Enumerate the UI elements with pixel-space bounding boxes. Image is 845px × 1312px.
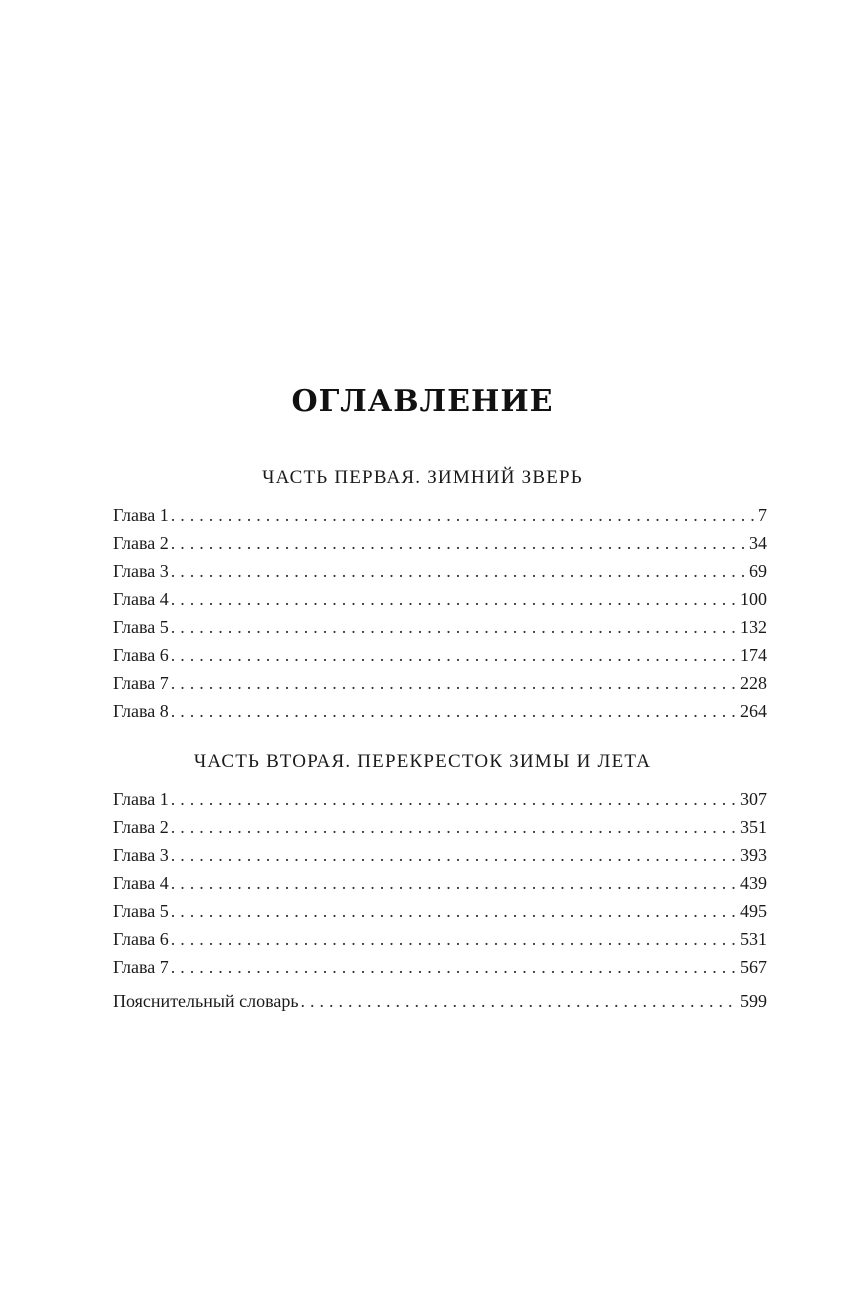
- toc-entry[interactable]: [113, 925, 767, 953]
- toc-entry[interactable]: [113, 557, 767, 585]
- dot-leader: [171, 925, 738, 953]
- toc-entry[interactable]: [113, 785, 767, 813]
- dot-leader: [171, 669, 738, 697]
- page-title: ОГЛАВЛЕНИЕ: [291, 384, 554, 419]
- toc-entry[interactable]: [113, 869, 767, 897]
- chapter-label: Глава 2: [113, 533, 169, 553]
- toc-entry[interactable]: [113, 529, 767, 557]
- chapter-label: Глава 6: [113, 645, 169, 665]
- dot-leader: [171, 557, 747, 585]
- page-number: 307: [740, 789, 767, 809]
- dot-leader: [171, 641, 738, 669]
- page-number: 7: [758, 505, 767, 525]
- dot-leader: [171, 529, 747, 557]
- page-number: 100: [740, 589, 767, 609]
- toc-entry[interactable]: [113, 841, 767, 869]
- chapter-label: Глава 7: [113, 957, 169, 977]
- dot-leader: [171, 897, 738, 925]
- chapter-label: Глава 8: [113, 701, 169, 721]
- page-number: 34: [749, 533, 767, 553]
- appendix-list: [113, 987, 767, 1015]
- chapter-label: Глава 5: [113, 901, 169, 921]
- dot-leader: [171, 785, 738, 813]
- page-number: 439: [740, 873, 767, 893]
- chapter-label: Глава 7: [113, 673, 169, 693]
- page-number: 567: [740, 957, 767, 977]
- part-two-heading: ЧАСТЬ ВТОРАЯ. ПЕРЕКРЕСТОК ЗИМЫ И ЛЕТА: [193, 751, 652, 772]
- page-number: 351: [740, 817, 767, 837]
- page-number: 264: [740, 701, 767, 721]
- chapter-label: Глава 3: [113, 561, 169, 581]
- chapter-label: Глава 5: [113, 617, 169, 637]
- toc-entry[interactable]: [113, 697, 767, 725]
- page-number: 132: [740, 617, 767, 637]
- dot-leader: [171, 697, 738, 725]
- dot-leader: [171, 813, 738, 841]
- toc-entry-glossary[interactable]: [113, 987, 767, 1015]
- toc-entry[interactable]: [113, 585, 767, 613]
- toc-entry[interactable]: [113, 669, 767, 697]
- chapter-label: Глава 4: [113, 589, 169, 609]
- toc-entry[interactable]: [113, 641, 767, 669]
- part-one-heading: ЧАСТЬ ПЕРВАЯ. ЗИМНИЙ ЗВЕРЬ: [262, 467, 583, 488]
- toc-entry[interactable]: [113, 813, 767, 841]
- chapter-label: Глава 3: [113, 845, 169, 865]
- dot-leader: [171, 613, 738, 641]
- part-one-chapter-list: [113, 501, 767, 725]
- dot-leader: [171, 869, 738, 897]
- page-number: 69: [749, 561, 767, 581]
- page-number: 174: [740, 645, 767, 665]
- glossary-label: Пояснительный словарь: [113, 991, 299, 1011]
- dot-leader: [171, 953, 738, 981]
- dot-leader: [171, 585, 738, 613]
- toc-entry[interactable]: [113, 613, 767, 641]
- part-two-chapter-list: [113, 785, 767, 981]
- toc-entry[interactable]: [113, 501, 767, 529]
- page-number: 531: [740, 929, 767, 949]
- page-number: 599: [740, 991, 767, 1011]
- dot-leader: [171, 841, 738, 869]
- chapter-label: Глава 2: [113, 817, 169, 837]
- dot-leader: [171, 501, 756, 529]
- dot-leader: [301, 987, 738, 1015]
- page-number: 228: [740, 673, 767, 693]
- chapter-label: Глава 4: [113, 873, 169, 893]
- toc-entry[interactable]: [113, 897, 767, 925]
- chapter-label: Глава 1: [113, 789, 169, 809]
- chapter-label: Глава 1: [113, 505, 169, 525]
- page-number: 393: [740, 845, 767, 865]
- chapter-label: Глава 6: [113, 929, 169, 949]
- toc-entry[interactable]: [113, 953, 767, 981]
- page-number: 495: [740, 901, 767, 921]
